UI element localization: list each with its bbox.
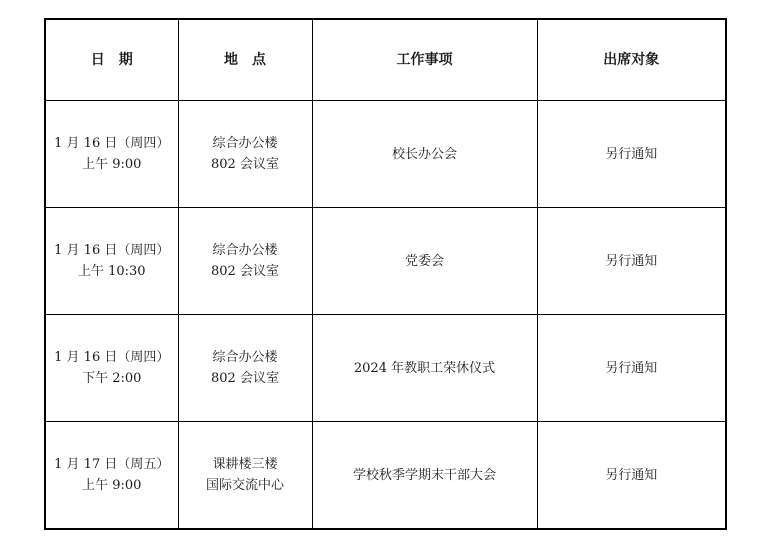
header-location: 地 点 [178, 19, 312, 101]
cell-attendees: 另行通知 [537, 315, 726, 422]
table-row [45, 208, 726, 315]
cell-location [178, 101, 312, 208]
cell-attendees: 另行通知 [537, 422, 726, 530]
table-row [45, 315, 726, 422]
cell-date [45, 101, 178, 208]
header-row [45, 19, 726, 101]
location-room: 802 会议室 [211, 371, 279, 386]
date-time: 下午 2:00 [82, 371, 142, 386]
location-building: 综合办公楼 [212, 243, 278, 258]
cell-date [45, 208, 178, 315]
date-time: 上午 9:00 [82, 478, 142, 493]
schedule-table [44, 18, 727, 530]
header-item: 工作事项 [312, 19, 537, 101]
location-building: 课耕楼三楼 [212, 457, 278, 472]
header-attendees: 出席对象 [537, 19, 726, 101]
location-building: 综合办公楼 [212, 350, 278, 365]
cell-location [178, 208, 312, 315]
date-day: 1 月 16 日（周四） [54, 136, 170, 151]
cell-item: 2024 年教职工荣休仪式 [312, 315, 537, 422]
header-date: 日 期 [45, 19, 178, 101]
table-row [45, 422, 726, 530]
table-header [45, 19, 726, 101]
cell-attendees: 另行通知 [537, 208, 726, 315]
date-day: 1 月 17 日（周五） [54, 457, 170, 472]
location-building: 综合办公楼 [212, 136, 278, 151]
cell-date [45, 315, 178, 422]
location-room: 802 会议室 [211, 157, 279, 172]
cell-location [178, 422, 312, 530]
date-day: 1 月 16 日（周四） [54, 243, 170, 258]
cell-item: 党委会 [312, 208, 537, 315]
date-time: 上午 9:00 [82, 157, 142, 172]
location-room: 802 会议室 [211, 264, 279, 279]
cell-item: 校长办公会 [312, 101, 537, 208]
cell-location [178, 315, 312, 422]
cell-attendees: 另行通知 [537, 101, 726, 208]
date-time: 上午 10:30 [77, 264, 146, 279]
table-body [45, 101, 726, 530]
location-room: 国际交流中心 [205, 478, 284, 493]
date-day: 1 月 16 日（周四） [54, 350, 170, 365]
cell-item: 学校秋季学期末干部大会 [312, 422, 537, 530]
cell-date [45, 422, 178, 530]
table-row [45, 101, 726, 208]
